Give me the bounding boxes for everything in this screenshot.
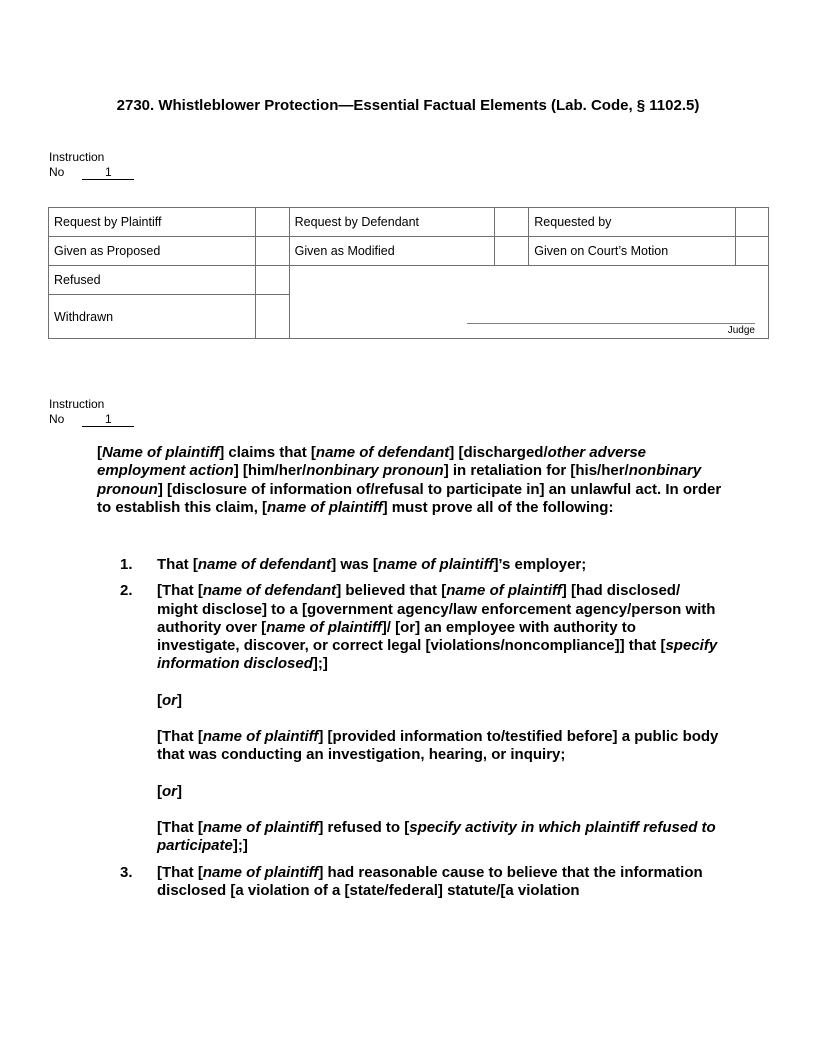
text-run: ] [177, 782, 182, 800]
given-as-modified-label: Given as Modified [289, 237, 495, 266]
placeholder-text: specify information disclosed [157, 637, 718, 673]
list-item [120, 582, 722, 855]
placeholder-text: name of defendant [315, 444, 450, 461]
placeholder-text: other adverse employment action [97, 444, 647, 480]
refused-label: Refused [49, 266, 256, 295]
text-run: ] claims that [ [219, 444, 316, 461]
placeholder-text: name of plaintiff [202, 863, 319, 881]
list-number: 3. [120, 863, 133, 881]
text-run: ];] [312, 655, 328, 673]
given-as-proposed-label: Given as Proposed [49, 237, 256, 266]
text-run: ]’s employer; [493, 556, 587, 573]
instruction-no-line [49, 412, 134, 427]
intro-paragraph [97, 444, 722, 517]
element-paragraph [157, 819, 722, 856]
given-on-courts-motion-label: Given on Court’s Motion [529, 237, 736, 266]
text-run: ];] [232, 837, 248, 855]
or-connector [157, 692, 722, 710]
text-run: ] [177, 691, 182, 709]
judge-signature-area [289, 266, 768, 339]
text-run: ] refused to [ [318, 818, 410, 836]
withdrawn-checkbox[interactable] [255, 295, 289, 339]
text-run: [ [157, 782, 162, 800]
placeholder-text: name of plaintiff [202, 728, 319, 746]
text-run: ] had reasonable cause to believe that the information disclosed [a violation of a [state/federal] statute/[a violation [157, 863, 703, 899]
request-disposition-table [48, 207, 769, 339]
list-item [120, 556, 722, 574]
no-label: No [49, 412, 65, 426]
given-as-modified-checkbox[interactable] [495, 237, 529, 266]
given-as-proposed-checkbox[interactable] [255, 237, 289, 266]
instruction-label: Instruction [49, 397, 105, 411]
element-paragraph [157, 864, 722, 901]
list-text [157, 556, 722, 574]
judge-label: Judge [727, 325, 755, 336]
placeholder-text: name of plaintiff [377, 556, 494, 573]
requested-by-label: Requested by [529, 208, 736, 237]
placeholder-text: or [162, 691, 177, 709]
list-text [157, 864, 722, 901]
text-run: ] believed that [ [336, 582, 447, 600]
element-paragraph [157, 728, 722, 765]
judge-signature-line[interactable] [467, 323, 755, 324]
instruction-body [97, 444, 722, 517]
list-text [157, 582, 722, 855]
given-on-courts-motion-checkbox[interactable] [736, 237, 769, 266]
text-run: [ [157, 691, 162, 709]
text-run: [That [ [157, 818, 203, 836]
placeholder-text: name of plaintiff [266, 618, 382, 636]
text-run: ] [disclosure of information of/refusal to participate in] an unlawful act. In order to establish this claim, [ [97, 480, 722, 516]
list-item [120, 864, 722, 901]
refused-checkbox[interactable] [255, 266, 289, 295]
instruction-no-line [49, 165, 134, 180]
requested-by-checkbox[interactable] [736, 208, 769, 237]
text-run: [That [ [157, 582, 203, 600]
request-by-defendant-label: Request by Defendant [289, 208, 495, 237]
no-label: No [49, 165, 65, 179]
placeholder-text: name of plaintiff [267, 498, 383, 516]
instruction-number: 1 [82, 413, 134, 427]
text-run: ]/ [or] an employee with authority to investigate, discover, or correct legal [violations/noncompliance]] that [ [157, 618, 666, 655]
placeholder-text: name of plaintiff [446, 582, 562, 600]
element-paragraph [157, 556, 722, 574]
text-run: [That [ [157, 728, 203, 746]
request-by-defendant-checkbox[interactable] [495, 208, 529, 237]
text-run: [ [97, 444, 102, 461]
list-number: 1. [120, 556, 133, 573]
request-by-plaintiff-label: Request by Plaintiff [49, 208, 256, 237]
text-run: ] was [ [331, 556, 378, 573]
text-run: ] must prove all of the following: [382, 498, 614, 516]
placeholder-text: nonbinary pronoun [306, 462, 444, 480]
text-run: That [ [157, 556, 198, 573]
text-run: ] [provided information to/testified before] a public body that was conducting an investigation, hearing, or inquiry; [157, 728, 719, 764]
text-run: ] in retaliation for [his/her/ [443, 462, 629, 480]
placeholder-text: specify activity in which plaintiff refused to participate [157, 818, 716, 855]
instruction-number-block [49, 150, 134, 180]
text-run: ] [him/her/ [233, 462, 307, 480]
withdrawn-label: Withdrawn [49, 295, 256, 339]
placeholder-text: name of plaintiff [202, 818, 319, 836]
placeholder-text: or [162, 782, 177, 800]
element-paragraph [157, 582, 722, 673]
list-number: 2. [120, 582, 133, 600]
placeholder-text: Name of plaintiff [102, 444, 220, 461]
instruction-label: Instruction [49, 150, 105, 164]
page-title: 2730. Whistleblower Protection—Essential Factual Elements (Lab. Code, § 1102.5) [116, 97, 700, 114]
instruction-number-block-2 [49, 397, 134, 427]
placeholder-text: nonbinary pronoun [97, 462, 702, 498]
elements-list [120, 556, 722, 900]
text-run: ] [had disclosed/ might disclose] to a [government agency/law enforcement agency/person with authority over [ [157, 582, 716, 636]
instruction-number: 1 [82, 166, 134, 180]
or-connector [157, 783, 722, 801]
text-run: ] [discharged/ [449, 444, 548, 461]
request-by-plaintiff-checkbox[interactable] [255, 208, 289, 237]
placeholder-text: name of defendant [197, 556, 332, 573]
text-run: [That [ [157, 863, 203, 881]
placeholder-text: name of defendant [202, 582, 337, 600]
